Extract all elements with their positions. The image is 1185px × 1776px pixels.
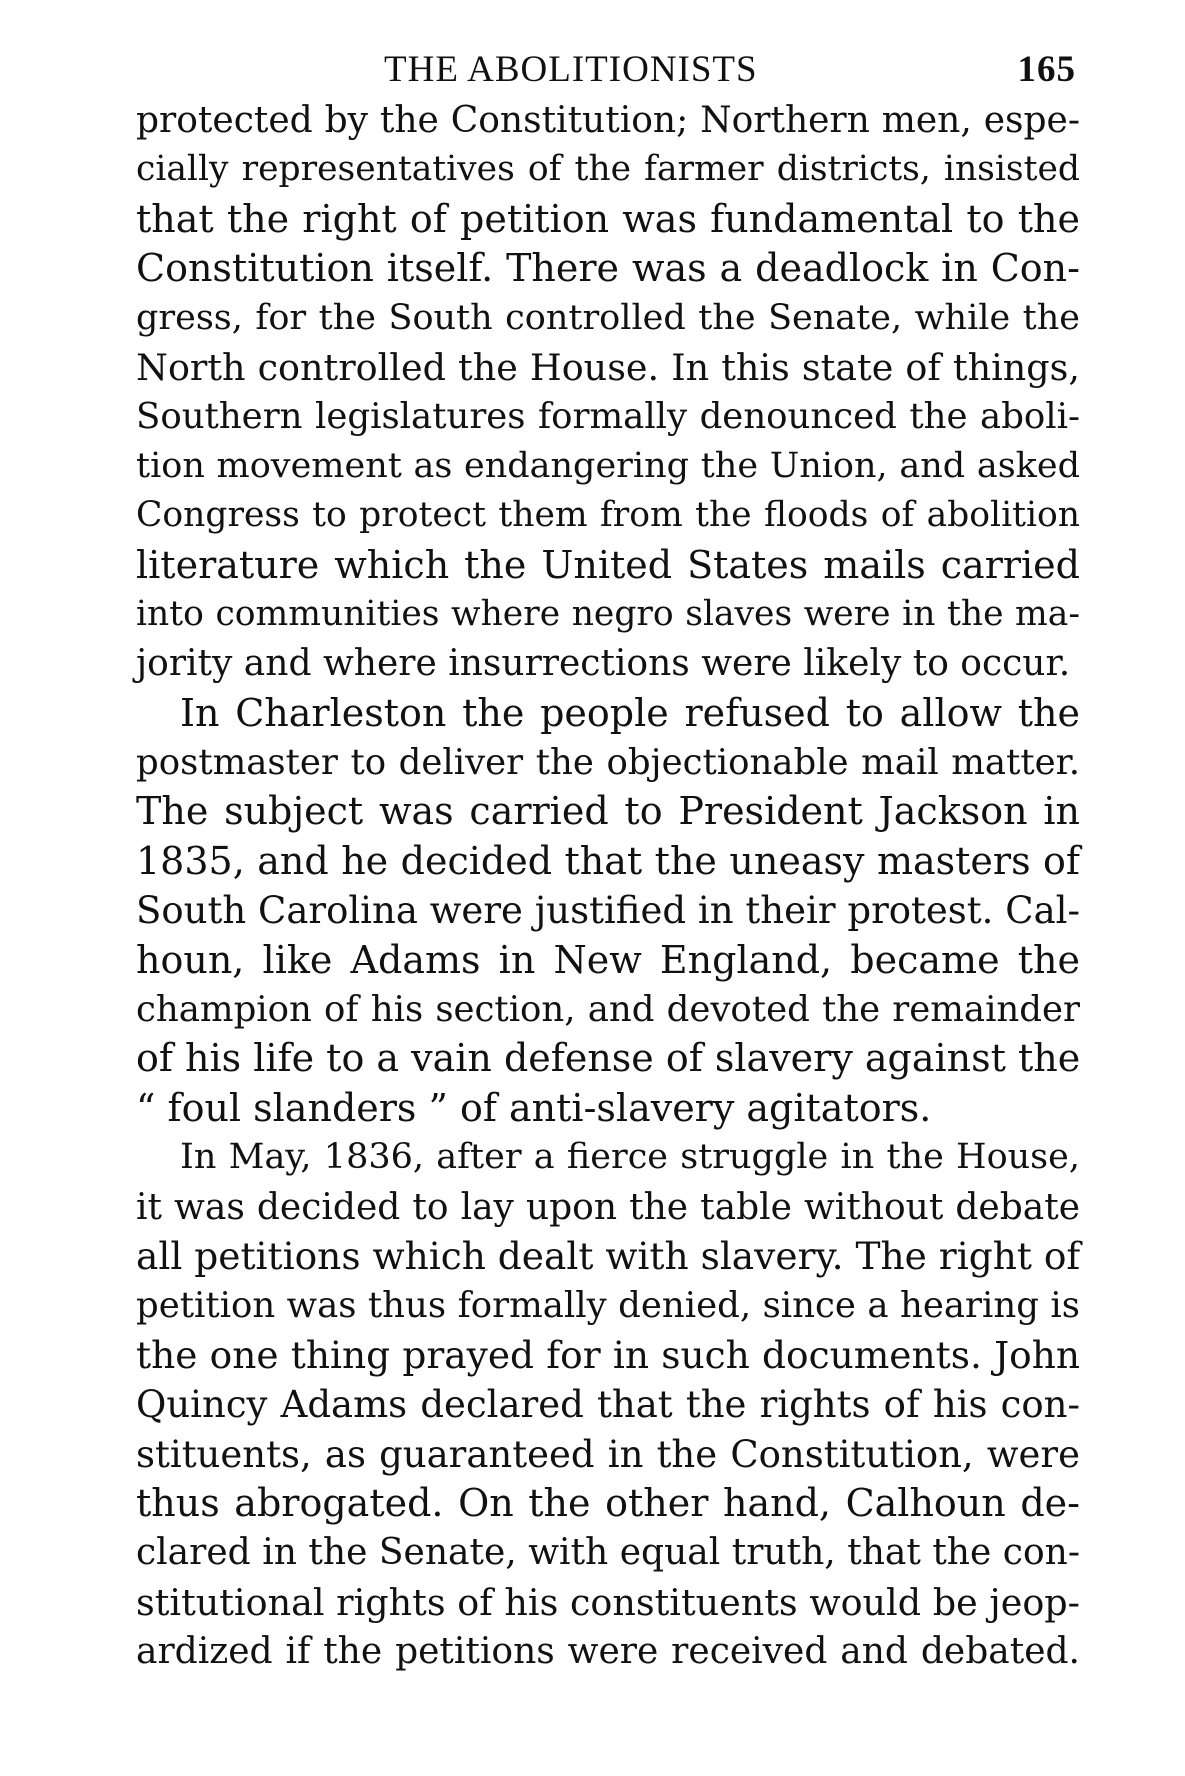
book-page bbox=[136, 40, 1080, 1740]
text-line: stituents, as guaranteed in the Constitution, were bbox=[136, 1432, 1080, 1476]
text-line: In May, 1836, after a fierce struggle in the House, bbox=[180, 1137, 1080, 1178]
paragraph bbox=[136, 689, 1080, 1134]
text-line: North controlled the House. In this state of things, bbox=[136, 345, 1080, 389]
text-line: Quincy Adams declared that the rights of his con- bbox=[136, 1383, 1080, 1427]
text-line: Southern legislatures formally denounced the aboli- bbox=[136, 396, 1080, 438]
text-line: that the right of petition was fundamental to the bbox=[136, 196, 1080, 241]
paragraph bbox=[136, 1133, 1080, 1676]
text-line: clared in the Senate, with equal truth, that the con- bbox=[136, 1532, 1080, 1574]
body-text bbox=[136, 96, 1080, 1677]
text-line: all petitions which dealt with slavery. The right of bbox=[136, 1233, 1081, 1278]
page-number: 165 bbox=[1017, 49, 1076, 90]
text-line: In Charleston the people refused to allow the bbox=[180, 690, 1080, 735]
text-line: jority and where insurrections were likely to occur. bbox=[136, 643, 1071, 685]
text-line: of his life to a vain defense of slavery against the bbox=[136, 1036, 1081, 1081]
text-line: Congress to protect them from the floods of abolition bbox=[136, 495, 1080, 536]
text-line: into communities where negro slaves were in the ma- bbox=[136, 593, 1080, 634]
text-line: cially representatives of the farmer districts, insisted bbox=[136, 149, 1080, 190]
text-line: Constitution itself. There was a deadlock in Con- bbox=[136, 246, 1080, 291]
text-line: it was decided to lay upon the table without debate bbox=[136, 1186, 1080, 1228]
paragraph bbox=[136, 96, 1080, 689]
text-line: petition was thus formally denied, since a hearing is bbox=[136, 1285, 1080, 1327]
text-line: protected by the Constitution; Northern men, espe- bbox=[136, 100, 1080, 141]
text-line: 1835, and he decided that the uneasy masters of bbox=[136, 838, 1080, 883]
text-line: South Carolina were justified in their protest. Cal- bbox=[136, 889, 1080, 933]
text-line: the one thing prayed for in such documents. John bbox=[136, 1332, 1080, 1377]
text-line: postmaster to deliver the objectionable mail matter. bbox=[136, 742, 1080, 784]
text-line: tion movement as endangering the Union, and asked bbox=[136, 445, 1080, 486]
text-line: thus abrogated. On the other hand, Calhoun de- bbox=[136, 1480, 1080, 1525]
text-line: gress, for the South controlled the Senate, while the bbox=[136, 297, 1080, 338]
running-title: THE ABOLITIONISTS bbox=[384, 49, 758, 90]
text-line: The subject was carried to President Jackson in bbox=[136, 789, 1080, 834]
text-line: “ foul slanders ” of anti-slavery agitators. bbox=[136, 1085, 932, 1130]
text-line: houn, like Adams in New England, became the bbox=[136, 937, 1080, 982]
text-line: ardized if the petitions were received and debated. bbox=[136, 1631, 1080, 1673]
text-line: literature which the United States mails carried bbox=[136, 542, 1080, 587]
text-line: stitutional rights of his constituents would be jeop- bbox=[136, 1580, 1080, 1624]
text-line: champion of his section, and devoted the remainder bbox=[136, 989, 1080, 1031]
running-head bbox=[136, 40, 1080, 96]
